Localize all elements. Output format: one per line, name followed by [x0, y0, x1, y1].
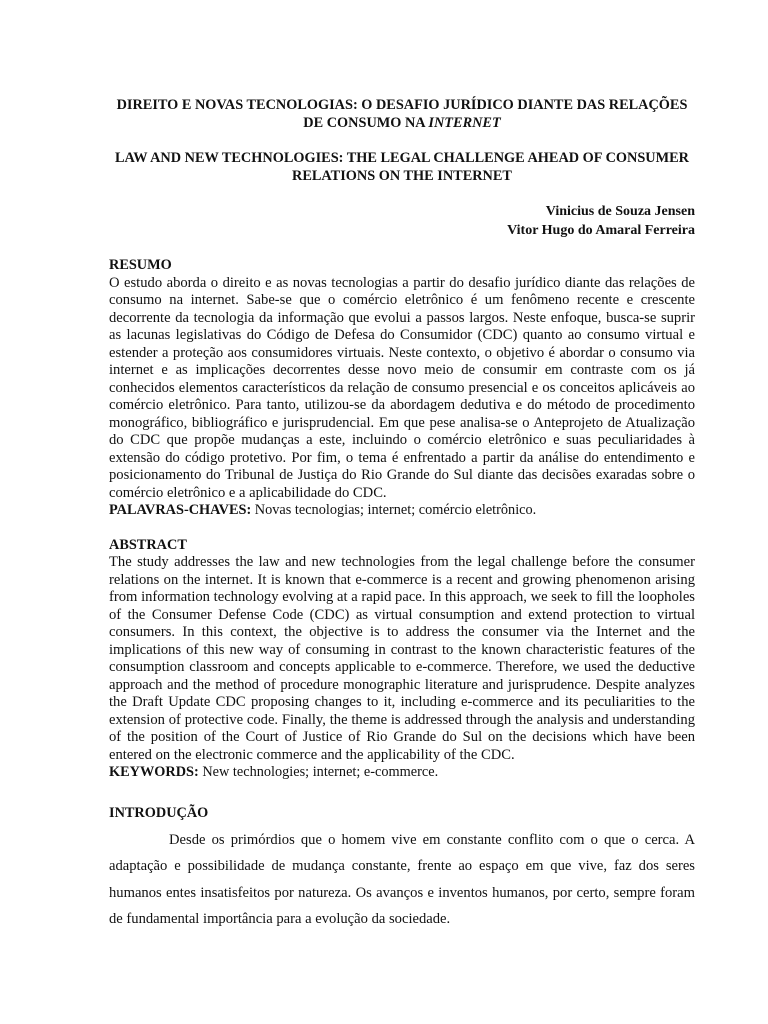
title-portuguese-main: DIREITO E NOVAS TECNOLOGIAS: O DESAFIO JURÍDICO DIANTE DAS RELAÇÕES DE CONSUMO NA — [116, 97, 688, 131]
author-1: Vinicius de Souza Jensen — [545, 204, 695, 219]
abstract-heading: ABSTRACT — [109, 536, 187, 553]
resumo-section — [109, 257, 695, 520]
introducao-text: Desde os primórdios que o homem vive em constante conflito com o que o cerca. A adaptação e possibilidade de mudança constante, frente ao espaço em que vive, faz dos seres humanos entes insatisfeitos por natureza. Os avanços e inventos humanos, por certo, sempre foram de fundamental importância para a evolução da sociedade. — [109, 831, 695, 927]
resumo-heading: RESUMO — [109, 257, 172, 273]
author-2: Vitor Hugo do Amaral Ferreira — [507, 223, 695, 238]
abstract-keywords-values: New technologies; internet; e-commerce. — [198, 764, 439, 780]
authors-block — [109, 202, 695, 240]
abstract-section — [109, 537, 695, 782]
resumo-keywords-label: PALAVRAS-CHAVES: — [109, 502, 252, 518]
title-portuguese — [109, 96, 695, 132]
title-english: LAW AND NEW TECHNOLOGIES: THE LEGAL CHALLENGE AHEAD OF CONSUMER RELATIONS ON THE INTERNET — [115, 150, 689, 184]
abstract-text: The study addresses the law and new technologies from the legal challenge before the consumer relations on the internet. It is known that e-commerce is a recent and growing phenomenon arising from information technology evolving at a rapid pace. In this approach, we seek to fill the loopholes of the Consumer Defense Code (CDC) as virtual consumption and extend protection to virtual consumers. In this context, the objective is to address the consumer via the Internet and the implications of this new way of consuming in contrast to the known characteristic features of the consumption classroom and concepts applicable to e-commerce. Therefore, we used the deductive approach and the method of procedure monographic literature and jurisprudence. Despite analyzes the Draft Update CDC proposing changes to it, including e-commerce and its peculiarities to the extension of protective code. Finally, the theme is addressed through the analysis and understanding of the position of the Court of Justice of Rio Grande do Sul on the decisions which have been entered on the electronic commerce and the applicability of the CDC. — [109, 554, 695, 763]
introducao-heading: INTRODUÇÃO — [109, 804, 209, 821]
paper-page — [109, 96, 695, 933]
title-portuguese-italic: INTERNET — [428, 115, 501, 131]
abstract-keywords — [109, 764, 695, 782]
resumo-keywords — [109, 502, 695, 520]
abstract-keywords-label: KEYWORDS: — [109, 764, 199, 780]
introducao-section — [109, 804, 695, 933]
resumo-keywords-values: Novas tecnologias; internet; comércio eletrônico. — [251, 502, 537, 518]
resumo-text: O estudo aborda o direito e as novas tecnologias a partir do desafio jurídico diante das relações de consumo na internet. Sabe-se que o comércio eletrônico é um fenômeno recente e crescente decorrente da tecnologia da informação que evolui a passos largos. Neste enfoque, busca-se suprir as lacunas legislativas do Código de Defesa do Consumidor (CDC) quanto ao consumo virtual e estender a proteção aos consumidores virtuais. Neste contexto, o objetivo é abordar o consumo via internet e as implicações decorrentes desse novo meio de consumir em contraste com os já conhecidos elementos característicos da relação de consumo presencial e os conceitos aplicáveis ao comércio eletrônico. Para tanto, utilizou-se da abordagem dedutiva e do método de procedimento monográfico, bibliográfico e jurisprudencial. Em que pese analisa-se o Anteprojeto de Atualização do CDC que propõe mudanças a este, incluindo o comércio eletrônico e suas peculiaridades à extensão do código protetivo. Por fim, o tema é enfrentado a partir da análise do entendimento e posicionamento do Tribunal de Justiça do Rio Grande do Sul diante das decisões exaradas sobre o comércio eletrônico e a aplicabilidade do CDC. — [109, 274, 695, 501]
